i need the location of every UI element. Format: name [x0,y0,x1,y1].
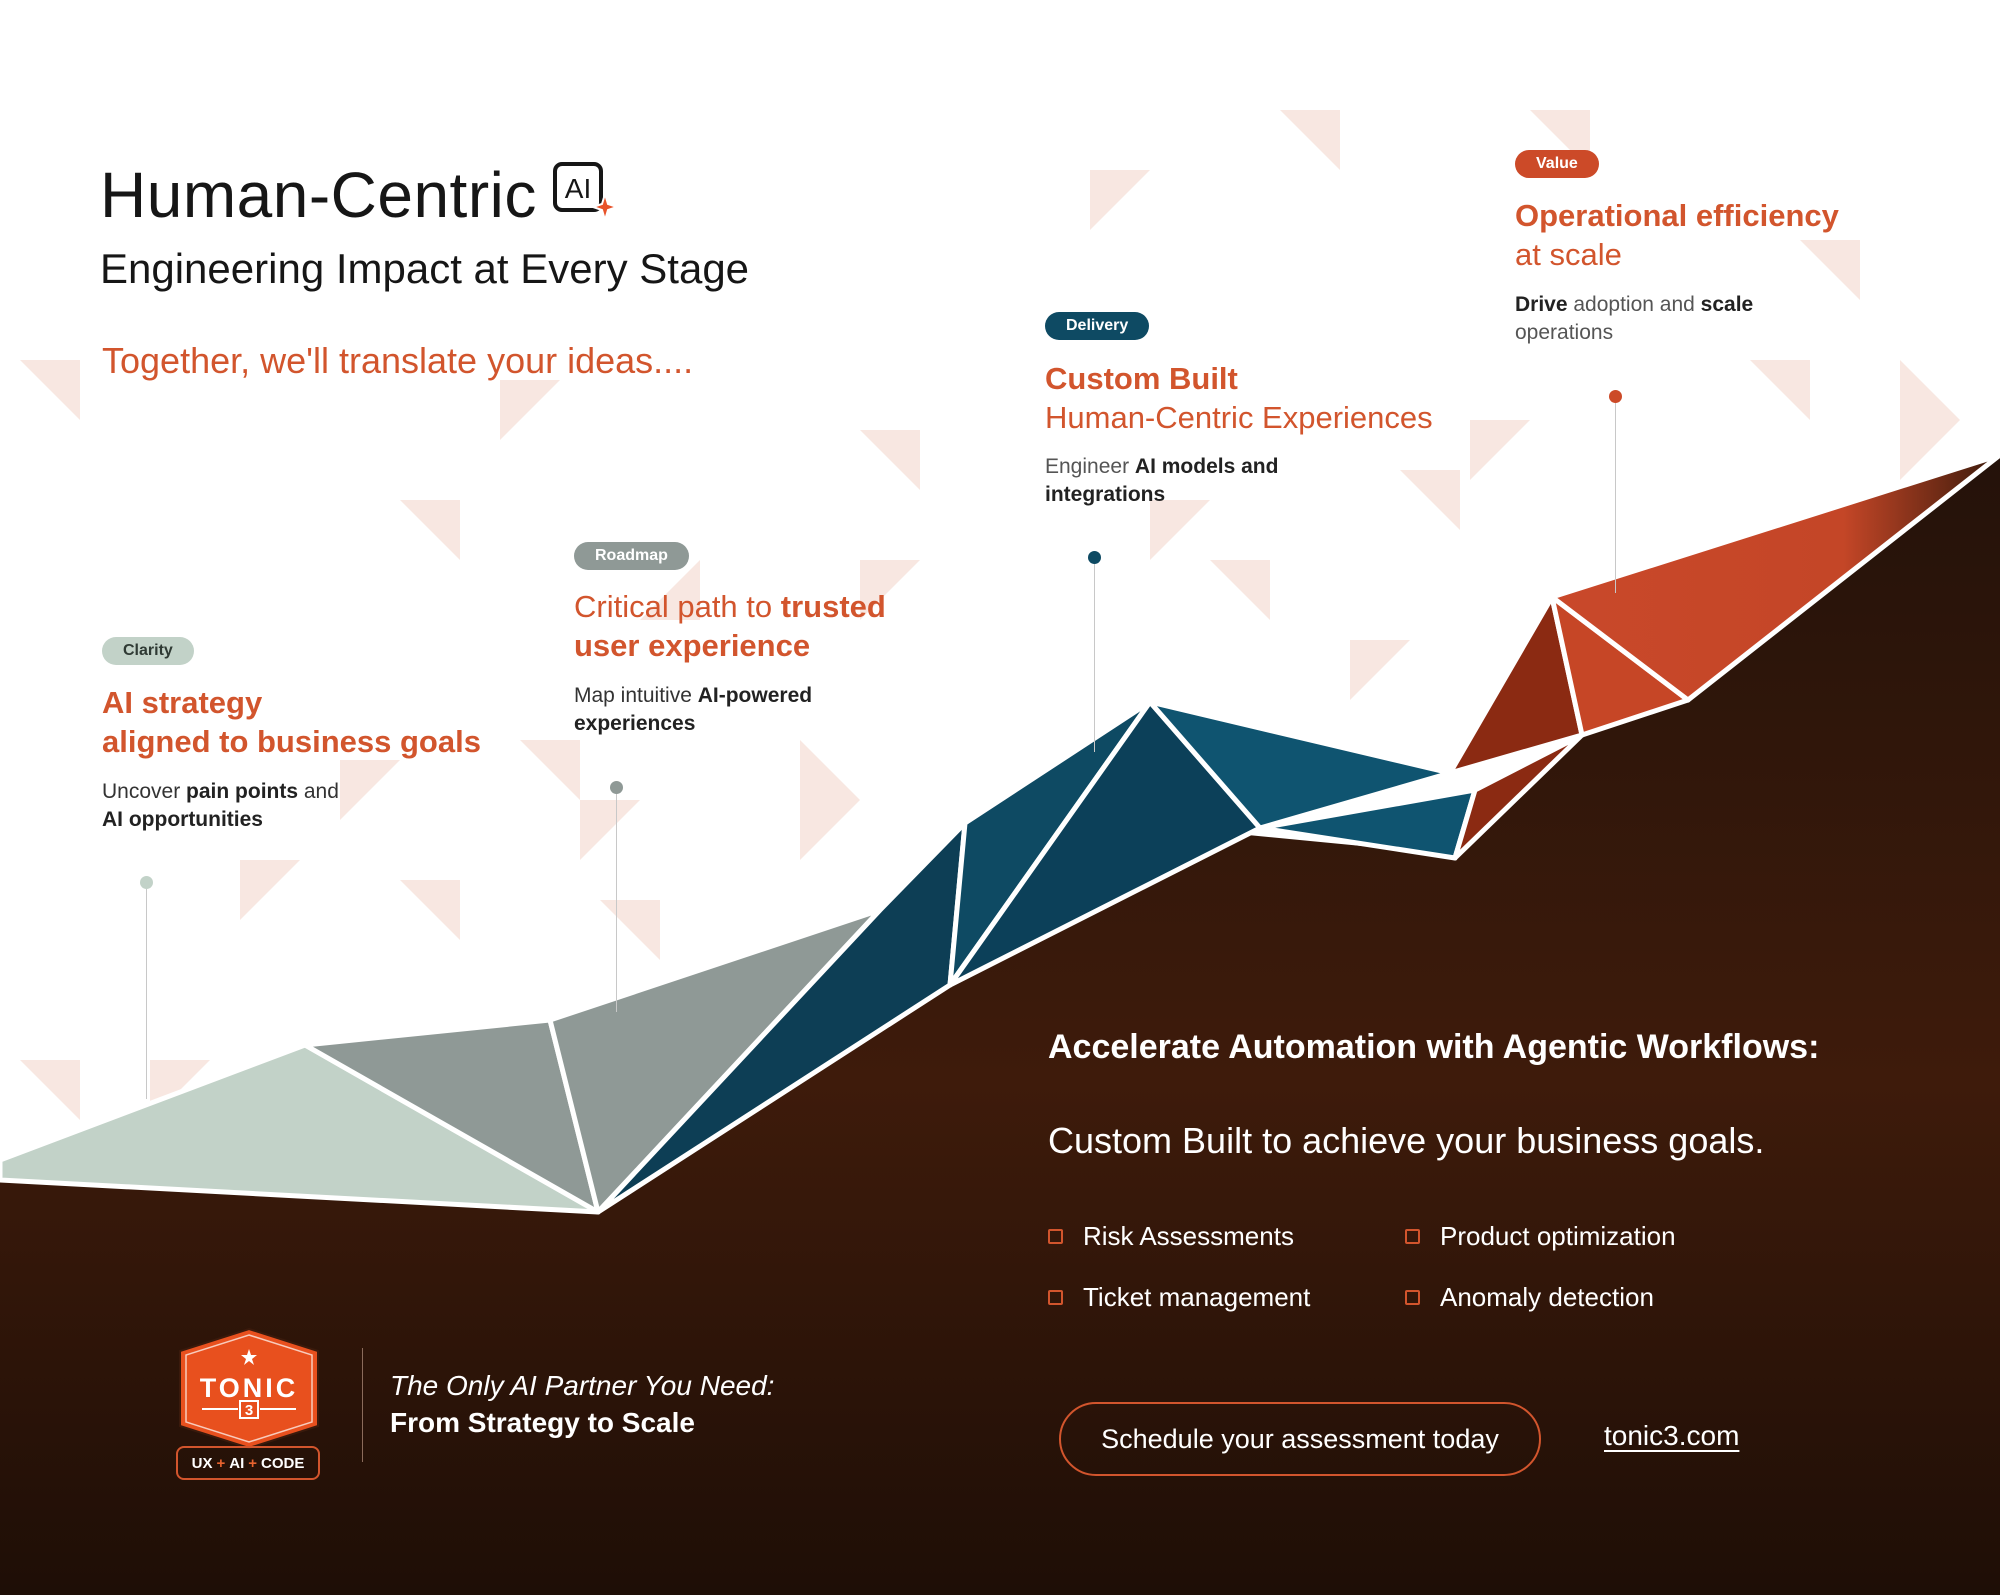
stage-delivery-pill: Delivery [1045,312,1149,340]
partner-line-1: The Only AI Partner You Need: [390,1370,775,1401]
page-title: Human-Centric [100,159,537,231]
ai-badge-text: AI [564,173,592,204]
plus-icon: + [248,1454,258,1472]
checklist-label: Risk Assessments [1083,1221,1294,1251]
stage-clarity-desc [102,778,339,834]
stage-roadmap-title-line2: user experience [574,628,811,663]
stage-clarity-pill: Clarity [102,637,194,665]
logo-number: 3 [244,1402,254,1419]
stage-roadmap-desc [574,682,812,738]
stage-roadmap-desc-1: Map intuitive [574,684,698,707]
page-subtitle: Engineering Impact at Every Stage [100,245,750,292]
stage-clarity-pin-line [146,889,147,1099]
checklist-item[interactable] [1405,1221,1676,1252]
stage-delivery-pin-line [1094,564,1095,752]
stage-clarity-title-rest: aligned to business goals [102,724,481,759]
stage-delivery-pin-dot [1088,551,1101,564]
stage-delivery-title [1045,359,1433,437]
checkbox-icon[interactable] [1405,1229,1420,1244]
stage-value-pin-dot [1609,390,1622,403]
brand-divider [362,1348,363,1462]
stage-value-desc-1-bold: Drive [1515,293,1568,316]
stage-roadmap-pill: Roadmap [574,542,689,570]
stage-value-desc-1: adoption and [1567,293,1701,316]
stage-value-title [1515,196,1839,274]
stage-delivery-desc [1045,453,1278,509]
stage-delivery-desc-2-bold: integrations [1045,483,1166,506]
tagline: Together, we'll translate your ideas.... [102,340,694,381]
stage-roadmap-title [574,587,886,665]
ai-sparkle-icon [553,160,617,224]
stage-roadmap-title-bold: trusted [780,589,886,624]
stage-delivery-desc-1-bold: AI models and [1134,455,1279,478]
stage-value-pill: Value [1515,150,1599,178]
checkbox-icon[interactable] [1048,1229,1063,1244]
logo-text: TONIC [199,1373,299,1403]
schedule-assessment-button[interactable]: Schedule your assessment today [1059,1402,1541,1476]
stage-roadmap-pin-line [616,794,617,1012]
plus-icon: + [216,1454,226,1472]
checklist-label: Ticket management [1083,1282,1311,1312]
stage-clarity-desc-2-bold: AI opportunities [102,808,263,831]
stage-value-title-bold: Operational efficiency [1515,198,1839,233]
checkbox-icon[interactable] [1048,1290,1063,1305]
stage-delivery-title-bold: Custom Built [1045,361,1238,396]
stage-value-pin-line [1615,403,1616,593]
cta-heading: Accelerate Automation with Agentic Workflows: [1048,1028,1820,1066]
stage-clarity-desc-1-bold: pain points [186,780,299,803]
stage-roadmap-pin-dot [610,781,623,794]
stage-delivery-title-rest: Human-Centric Experiences [1045,400,1433,435]
checklist-label: Product optimization [1440,1221,1676,1251]
checkbox-icon[interactable] [1405,1290,1420,1305]
stage-value-desc [1515,291,1753,347]
checklist-item[interactable] [1048,1282,1310,1313]
logo-tag-ux: UX [191,1454,213,1472]
stage-value-desc-2: operations [1515,321,1614,344]
logo-tag-code: CODE [261,1454,305,1472]
logo-tag-ai: AI [229,1454,245,1472]
stage-clarity-desc-1: Uncover [102,780,187,803]
stage-clarity-desc-1-rest: and [298,780,339,803]
logo-tagline [176,1446,320,1480]
stage-roadmap-desc-2-bold: experiences [574,712,696,735]
website-link[interactable]: tonic3.com [1604,1420,1740,1451]
stage-clarity-title-bold: AI strategy [102,685,263,720]
checklist-item[interactable] [1405,1282,1654,1313]
stage-clarity-title [102,683,481,761]
stage-value-desc-1-bold2: scale [1700,293,1754,316]
stage-value-title-rest: at scale [1515,237,1622,272]
cta-subheading: Custom Built to achieve your business goals. [1048,1120,1765,1161]
stage-roadmap-title-plain: Critical path to [574,589,781,624]
stage-roadmap-desc-1-bold: AI-powered [697,684,813,707]
checklist-item[interactable] [1048,1221,1294,1252]
stage-clarity-pin-dot [140,876,153,889]
partner-line-2: From Strategy to Scale [390,1407,695,1438]
checklist-label: Anomaly detection [1440,1282,1654,1312]
stage-delivery-desc-1: Engineer [1045,455,1135,478]
